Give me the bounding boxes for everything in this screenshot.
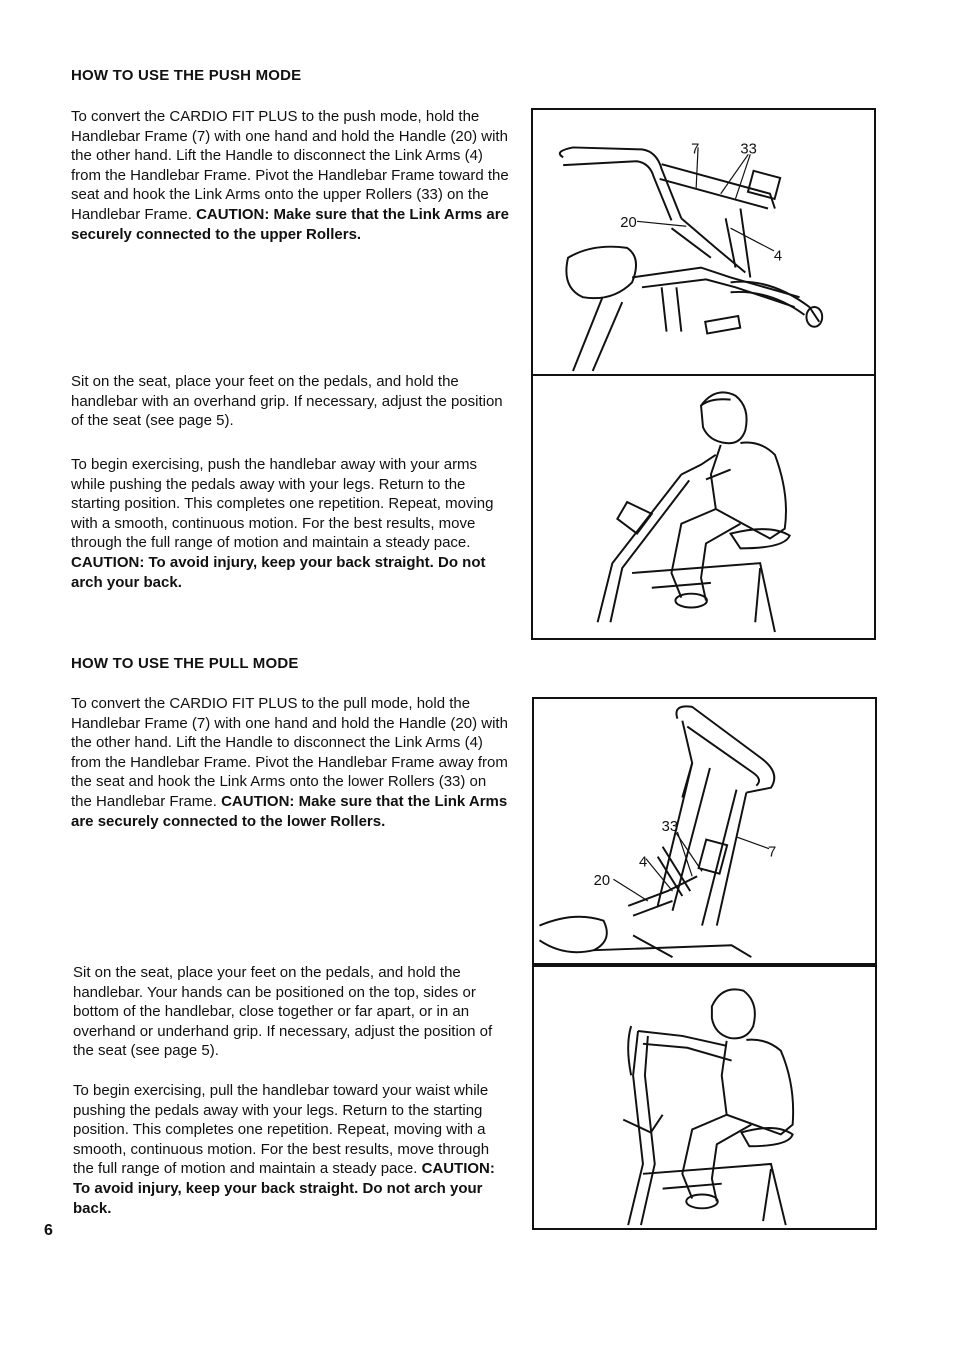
pull-exercise-drawing: [534, 967, 875, 1228]
pull-conversion-illustration: [532, 697, 877, 965]
push-exercise-caution: CAUTION: To avoid injury, keep your back straight. Do not arch your back.: [71, 553, 486, 591]
push-exercise-drawing: [533, 376, 874, 638]
pull-callout-33: 33: [661, 819, 679, 835]
pull-exercise-caution: CAUTION: To avoid injury, keep your back straight. Do not arch your back.: [73, 1160, 495, 1217]
push-callout-7: 7: [691, 141, 700, 158]
push-exercise-paragraph: [71, 455, 511, 592]
push-sit-paragraph: [71, 372, 511, 431]
pull-exercise-paragraph: [73, 1081, 503, 1218]
pull-conversion-drawing: [534, 699, 875, 963]
pull-exercise-illustration: [532, 965, 877, 1230]
pull-callout-20: 20: [593, 873, 611, 890]
push-sit-text: Sit on the seat, place your feet on the pedals, and hold the handlebar with an overhand grip. If necessary, adjust the position of the seat (see page 5).: [71, 373, 503, 430]
pull-convert-text: To convert the CARDIO FIT PLUS to the pull mode, hold the Handlebar Frame (7) with one hand and hold the Handle (20) with the other hand. Lift the Handle to disconnect the Link Arms (4) from the Handlebar Frame. Pivot the Handlebar Frame away from the seat and hook the Link Arms onto the lower Rollers (33) on the Handlebar Frame.: [71, 695, 508, 810]
push-exercise-illustration: [531, 374, 876, 640]
push-mode-heading: HOW TO USE THE PUSH MODE: [71, 67, 302, 84]
push-callout-33: 33: [740, 141, 757, 158]
push-exercise-text: To begin exercising, push the handlebar away with your arms while pushing the pedals away with your legs. Return to the starting position. This completes one repetition. Repeat, moving with a smooth, continuous motion. For the best results, move through the full range of motion and maintain a steady pace.: [71, 456, 494, 552]
pull-sit-text: Sit on the seat, place your feet on the pedals, and hold the handlebar. Your hands can be positioned on the top, sides or bottom of the handlebar, close together or far apart, or in an overhand or underhand grip. If necessary, adjust the position of the seat (see page 5).: [73, 964, 493, 1060]
pull-convert-caution: CAUTION: Make sure that the Link Arms are securely connected to the lower Rollers.: [71, 792, 508, 830]
push-callout-20: 20: [620, 215, 637, 232]
push-conversion-drawing: [533, 110, 874, 374]
pull-exercise-text: To begin exercising, pull the handlebar toward your waist while pushing the pedals away with your legs. Return to the starting position. This completes one repetition. Repeat, moving with a smooth, continuous motion. For the best results, move through the full range of motion and maintain a steady pace.: [73, 1082, 490, 1178]
pull-callout-4: 4: [638, 854, 648, 871]
push-conversion-illustration: [531, 108, 876, 376]
pull-callout-7: 7: [768, 844, 777, 861]
push-convert-paragraph: [71, 107, 511, 244]
push-convert-caution: CAUTION: Make sure that the Link Arms are securely connected to the upper Rollers.: [71, 205, 509, 243]
page-number: 6: [44, 1222, 53, 1239]
pull-sit-paragraph: [73, 963, 513, 1061]
pull-convert-paragraph: [71, 694, 511, 831]
push-convert-text: To convert the CARDIO FIT PLUS to the push mode, hold the Handlebar Frame (7) with one hand and hold the Handle (20) with the other hand. Lift the Handle to disconnect the Link Arms (4) from the Handlebar Frame. Pivot the Handlebar Frame toward the seat and hook the Link Arms onto the upper Rollers (33) on the Handlebar Frame.: [71, 108, 509, 223]
push-callout-4: 4: [773, 248, 783, 265]
pull-mode-heading: HOW TO USE THE PULL MODE: [71, 655, 299, 672]
